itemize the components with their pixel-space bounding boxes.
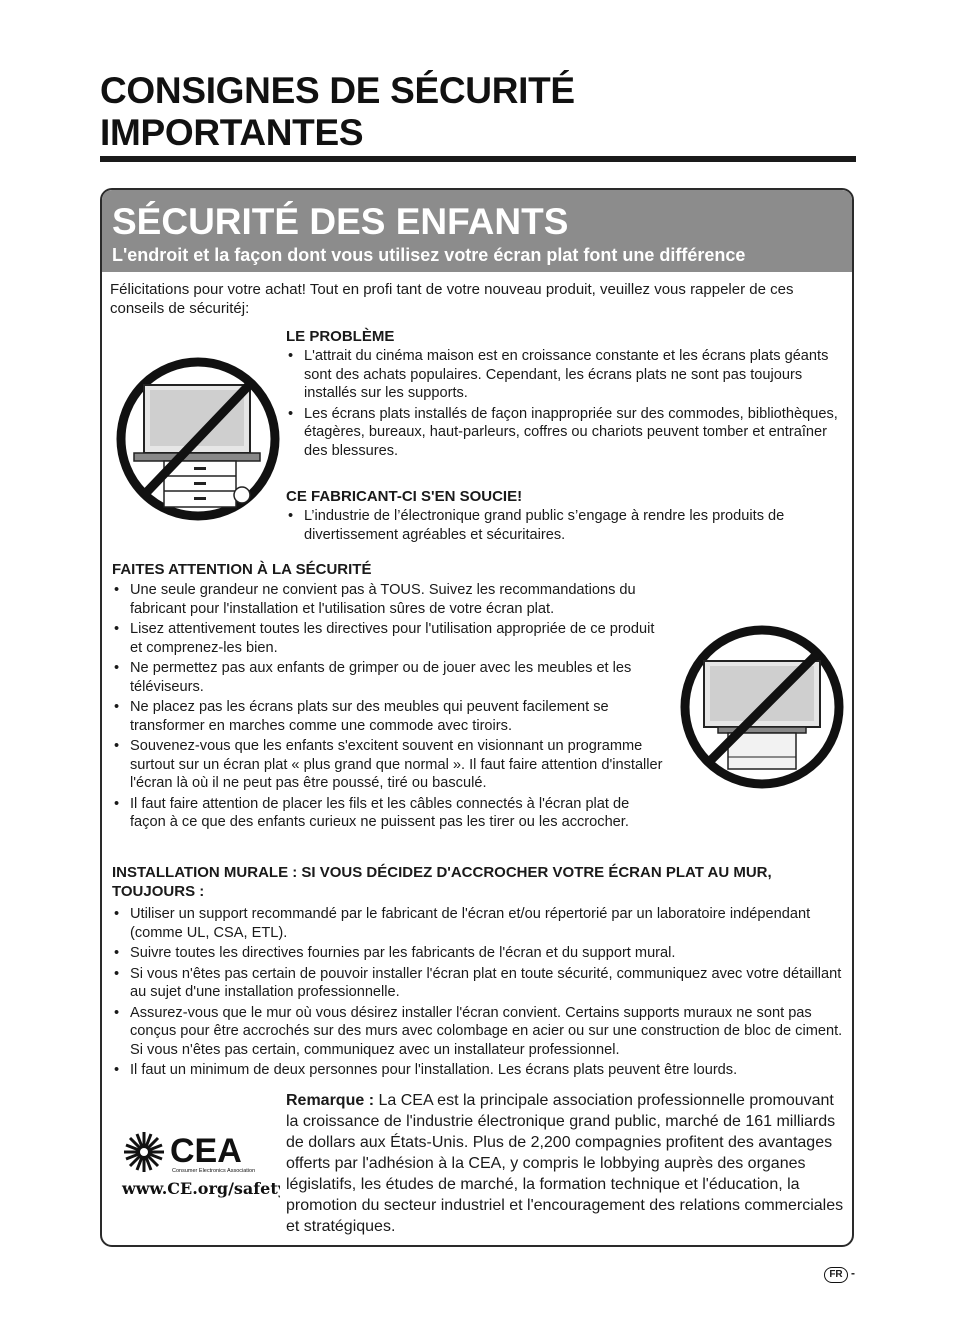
fabricant-list [286,507,846,546]
cea-tagline: Consumer Electronics Association [172,1168,256,1174]
cea-wordmark: CEA [170,1132,242,1170]
list-item: • Suivre toutes les directives fournies par les fabricants de l'écran et du support mural. [112,944,847,963]
page-title [100,70,575,154]
language-badge: FR [824,1267,848,1283]
cea-url: www.CE.org/safety [122,1179,280,1198]
list-item: • Les écrans plats installés de façon inappropriée sur des commodes, bibliothèques, étagères, bureaux, haut-parleurs, coffres ou chariots peuvent tomber et entraîner des blessures. [286,405,846,461]
remarque-label: Remarque : [286,1092,375,1109]
murale-list [112,905,847,1082]
attention-list [112,581,664,834]
list-item: • Il faut un minimum de deux personnes pour l'installation. Les écrans plats peuvent être lourds. [112,1061,847,1080]
list-item: • Utiliser un support recommandé par le fabricant de l'écran et/ou répertorié par un laboratoire indépendant (comme UL, CSA, ETL). [112,905,847,942]
remarque-paragraph [286,1090,846,1237]
list-item: • L’industrie de l’électronique grand public s’engage à rendre les produits de divertissement agréables et sécuritaires. [286,507,846,544]
title-rule [100,156,856,162]
box-title: SÉCURITÉ DES ENFANTS [112,201,569,242]
box-subtitle: L'endroit et la façon dont vous utilisez votre écran plat font une différence [112,245,746,265]
list-item: • L'attrait du cinéma maison est en croissance constante et les écrans plats géants sont des achats populaires. Cependant, les écrans plats ne sont pas toujours installés sur les supports. [286,347,846,403]
page-title-line1: CONSIGNES DE SÉCURITÉ [100,70,575,111]
list-item: • Une seule grandeur ne convient pas à TOUS. Suivez les recommandations du fabricant pour l'installation et l'utilisation sûres de votre écran plat. [112,581,664,618]
probleme-list [286,347,846,462]
remarque-text: La CEA est la principale association professionnelle promouvant la croissance de l'industrie électronique grand public, marché de 161 milliards de dollars aux États-Unis. Plus de 2,200 compagnies profitent des avantages offerts par l'adhésion à la CEA, y compris le lobbying auprès des organes législatifs, les études de marché, la formation technique et l'éducation, la promotion du secteur industriel et l'encouragement des relations commerciales et stratégiques. [286,1092,844,1235]
intro-text: Félicitations pour votre achat! Tout en profi tant de votre nouveau produit, veuillez vous rappeler de ces conseils de sécuritéj: [110,281,794,317]
probleme-heading: LE PROBLÈME [286,328,395,345]
page-title-line2: IMPORTANTES [100,112,364,153]
tv-on-cabinet-prohibited-icon [678,623,846,791]
page-dash: - [851,1266,855,1280]
list-item: • Souvenez-vous que les enfants s'excitent souvent en visionnant un programme surtout sur un écran plat « plus grand que normal ». Il faut faire attention d'installer l'écran là où il ne peut pas être poussé, tiré ou basculé. [112,737,664,793]
murale-heading: INSTALLATION MURALE : SI VOUS DÉCIDEZ D'ACCROCHER VOTRE ÉCRAN PLAT AU MUR, TOUJOURS : [112,864,772,900]
cea-logo-mark-icon [120,1122,280,1198]
tv-on-dresser-prohibited-icon [114,355,282,523]
list-item: • Il faut faire attention de placer les fils et les câbles connectés à l'écran plat de façon à ce que des enfants curieux ne puissent pas les tirer ou les accrocher. [112,795,664,832]
list-item: • Ne placez pas les écrans plats sur des meubles qui peuvent facilement se transformer en marches comme une commode avec tiroirs. [112,698,664,735]
fabricant-heading: CE FABRICANT-CI S'EN SOUCIE! [286,488,523,505]
box-header [102,190,852,272]
list-item: • Ne permettez pas aux enfants de grimper ou de jouer avec les meubles et les téléviseurs. [112,659,664,696]
list-item: • Lisez attentivement toutes les directives pour l'utilisation appropriée de ce produit et comprenez-les bien. [112,620,664,657]
list-item: • Si vous n'êtes pas certain de pouvoir installer l'écran plat en toute sécurité, communiquez avec votre détaillant au sujet d'une installation professionnelle. [112,965,847,1002]
attention-heading: FAITES ATTENTION À LA SÉCURITÉ [112,561,372,578]
cea-logo [120,1122,280,1203]
child-safety-box [100,188,854,1247]
list-item: • Assurez-vous que le mur où vous désirez installer l'écran convient. Certains supports muraux ne sont pas conçus pour être accrochés sur des murs avec colombage en acier ou sur une construction de bloc de ciment. Si vous n'êtes pas certain, communiquez avec un installateur professionnel. [112,1004,847,1060]
